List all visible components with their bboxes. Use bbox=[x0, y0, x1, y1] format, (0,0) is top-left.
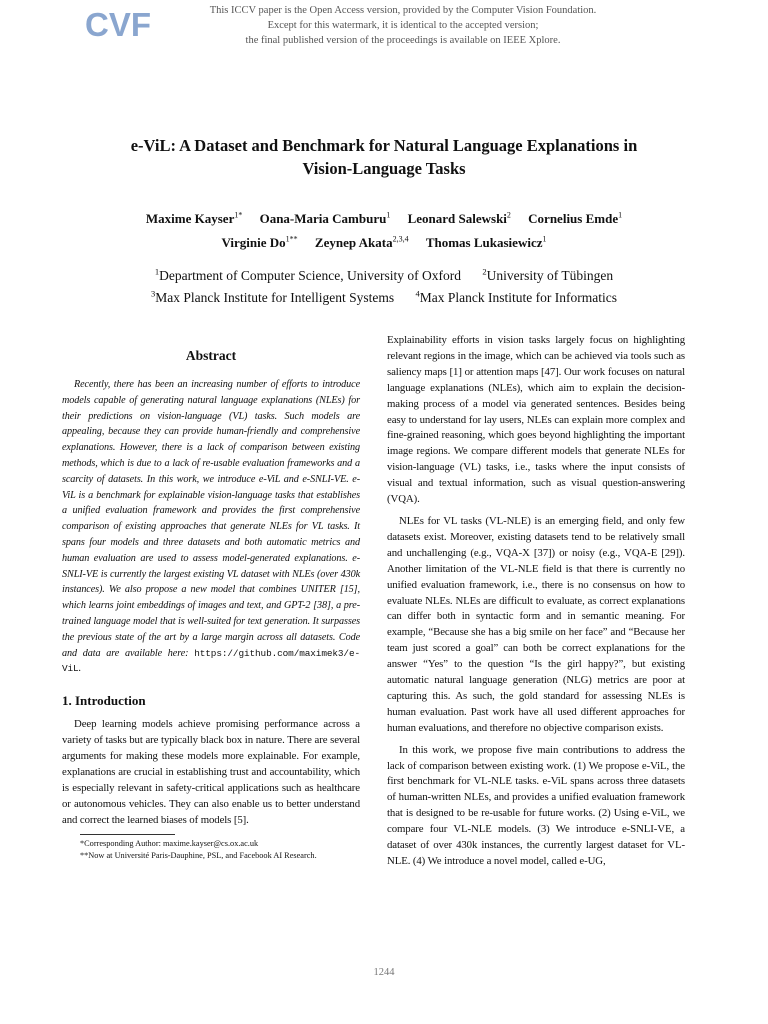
author-row bbox=[64, 229, 704, 252]
author-name: Virginie Do bbox=[221, 234, 286, 250]
affiliation-text: Department of Computer Science, University of Oxford bbox=[159, 267, 461, 283]
right-column bbox=[387, 333, 685, 876]
author-affil-mark: 1 bbox=[386, 211, 391, 220]
author-name: Oana-Maria Camburu bbox=[259, 211, 387, 227]
abstract-heading: Abstract bbox=[185, 348, 237, 363]
watermark-line: the final published version of the proceedings is available on IEEE Xplore. bbox=[245, 35, 561, 46]
author bbox=[315, 235, 409, 250]
affiliation-text: Max Planck Institute for Informatics bbox=[419, 290, 617, 305]
author-name: Leonard Salewski bbox=[407, 211, 507, 227]
affiliation-mark: 3 bbox=[151, 288, 156, 299]
affiliation-mark: 4 bbox=[415, 288, 420, 299]
author-name: Zeynep Akata bbox=[314, 234, 393, 250]
affiliation-list bbox=[64, 262, 704, 307]
affiliation bbox=[151, 290, 394, 305]
abstract-text: Recently, there has been an increasing number of efforts to introduce models capable of generating natural language explanations (NLEs) for their predictions on vision-language (VL) tasks. Such models are appealing, because they can provide human-friendly and comprehensive explanations. However, there is a lack of comparison between existing methods, which is due to a lack of re-usable evaluation frameworks and a scarcity of datasets. In this work, we introduce e-ViL and e-SNLI-VE. e-ViL is a benchmark for explainable vision-language tasks that establishes a unified evaluation framework and provides the first comprehensive comparison of existing approaches that generate NLEs for VL tasks. It spans four models and three datasets and both automatic metrics and human evaluation are used to assess model-generated explanations. e-SNLI-VE is currently the largest existing VL dataset with NLEs (over 430k instances). We also propose a new model that combines UNITER [15], which learns joint embeddings of images and text, and GPT-2 [38], a pre-trained language model that is well-suited for text generation. It surpasses the previous state of the art by a large margin across all datasets. Code and data are available here: bbox=[62, 379, 360, 659]
body-paragraph: Explainability efforts in vision tasks largely focus on highlighting relevant regions in the image, which can be achieved via tools such as saliency maps [1] or attention maps [47]. Our work focuses on natural language explanations (NLEs), which aim to explain the decision-making process of a model via generated sentences. Besides being easy to understand for lay users, NLEs can explain more complex and fine-grained reasoning, which goes beyond highlighting the important image regions. We compare different models that generate NLEs for vision-language (VL) tasks, i.e., tasks where the input consists of visual and textual information, such as visual question-answering (VQA). bbox=[387, 334, 685, 506]
left-column bbox=[62, 348, 360, 862]
affiliation bbox=[155, 268, 461, 283]
author-name: Cornelius Emde bbox=[528, 211, 619, 227]
code-link[interactable]: https://github.com/maximek3/e-ViL bbox=[62, 647, 361, 675]
footnote-divider bbox=[80, 834, 175, 835]
page-number: 1244 bbox=[373, 967, 395, 978]
author-list bbox=[64, 206, 704, 253]
author-affil-mark: 2 bbox=[506, 211, 511, 220]
watermark-line: This ICCV paper is the Open Access version, provided by the Computer Vision Foundation. bbox=[209, 5, 597, 16]
author-affil-mark: 2,3,4 bbox=[392, 234, 409, 244]
affiliation-text: University of Tübingen bbox=[486, 267, 614, 283]
watermark-notice bbox=[150, 3, 656, 48]
author-affil-mark: 1 bbox=[618, 211, 623, 220]
introduction-heading: 1. Introduction bbox=[62, 693, 146, 709]
affiliation-row bbox=[64, 285, 704, 308]
cvf-logo bbox=[84, 4, 151, 43]
introduction-paragraph: Deep learning models achieve promising performance across a variety of tasks but are typically black box in nature. There are several arguments for making these models more explainable. For example, explanations are crucial in establishing trust and accountability, which is especially relevant in safety-critical applications such as healthcare or autonomous vehicles. They can also enable us to better understand and correct the learned biases of models [5]. bbox=[62, 718, 360, 826]
author bbox=[528, 211, 622, 226]
author bbox=[222, 235, 298, 250]
affiliation-row bbox=[64, 262, 704, 285]
affiliation-mark: 2 bbox=[482, 266, 487, 276]
author bbox=[146, 211, 242, 226]
watermark-line: Except for this watermark, it is identical to the accepted version; bbox=[267, 20, 539, 31]
author bbox=[408, 211, 511, 226]
author-affil-mark: 1** bbox=[285, 234, 298, 244]
cvf-logo-text: CVF bbox=[85, 6, 151, 43]
paper-title bbox=[64, 134, 704, 180]
title-line: e-ViL: A Dataset and Benchmark for Natural Language Explanations in bbox=[130, 136, 638, 155]
author-row bbox=[64, 206, 704, 229]
title-line: Vision-Language Tasks bbox=[302, 159, 466, 178]
affiliation-text: Max Planck Institute for Intelligent Systems bbox=[155, 290, 395, 305]
body-paragraph: NLEs for VL tasks (VL-NLE) is an emerging field, and only few datasets exist. Moreover, existing datasets tend to be relatively small and unchallenging (e.g., VQA-X [37]) or noisy (e.g., VQA-E [29]). Another limitation of the VL-NLE field is that there is currently no unified evaluation framework, i.e., there is no consensus on how to evaluate NLEs. NLEs are difficult to evaluate, as correct explanations can differ both in syntactic form and in semantic meaning. For example, “Because she has a big smile on her face” and “Because her team just scored a goal” can both be correct explanations for the answer “Yes” to the question “Is the girl happy?”, but existing automatic natural language generation (NLG) metrics are poor at capturing this. As such, the gold standard for assessing NLEs is human evaluation. Past work have all used different approaches for human evaluations, and therefore no objective comparison exists. bbox=[387, 514, 685, 734]
author-name: Maxime Kayser bbox=[145, 211, 235, 227]
abstract-body bbox=[62, 377, 360, 677]
author-name: Thomas Lukasiewicz bbox=[425, 234, 543, 250]
author bbox=[260, 211, 391, 226]
affiliation-mark: 1 bbox=[154, 266, 160, 276]
author bbox=[426, 235, 547, 250]
footnote: *Corresponding Author: maxime.kayser@cs.ox.ac.uk bbox=[80, 839, 259, 849]
author-affil-mark: 1 bbox=[542, 234, 547, 244]
affiliation bbox=[416, 290, 617, 305]
author-affil-mark: 1* bbox=[234, 211, 243, 220]
abstract-end-punct: . bbox=[78, 663, 82, 675]
footnote: **Now at Université Paris-Dauphine, PSL, and Facebook AI Research. bbox=[80, 851, 317, 861]
body-paragraph: In this work, we propose five main contributions to address the lack of comparison between existing work. (1) We propose e-ViL, the first benchmark for VL-NLE tasks. e-ViL spans across three datasets of human-written NLEs, and provides a unified evaluation framework that is designed to be re-usable for future works. (2) Using e-ViL, we compare four VL-NLE models. (3) We introduce e-SNLI-VE, a dataset of over 430k instances, the currently largest dataset for VL-NLE. (4) We introduce a novel model, called e-UG, bbox=[387, 743, 685, 867]
affiliation bbox=[482, 268, 613, 283]
